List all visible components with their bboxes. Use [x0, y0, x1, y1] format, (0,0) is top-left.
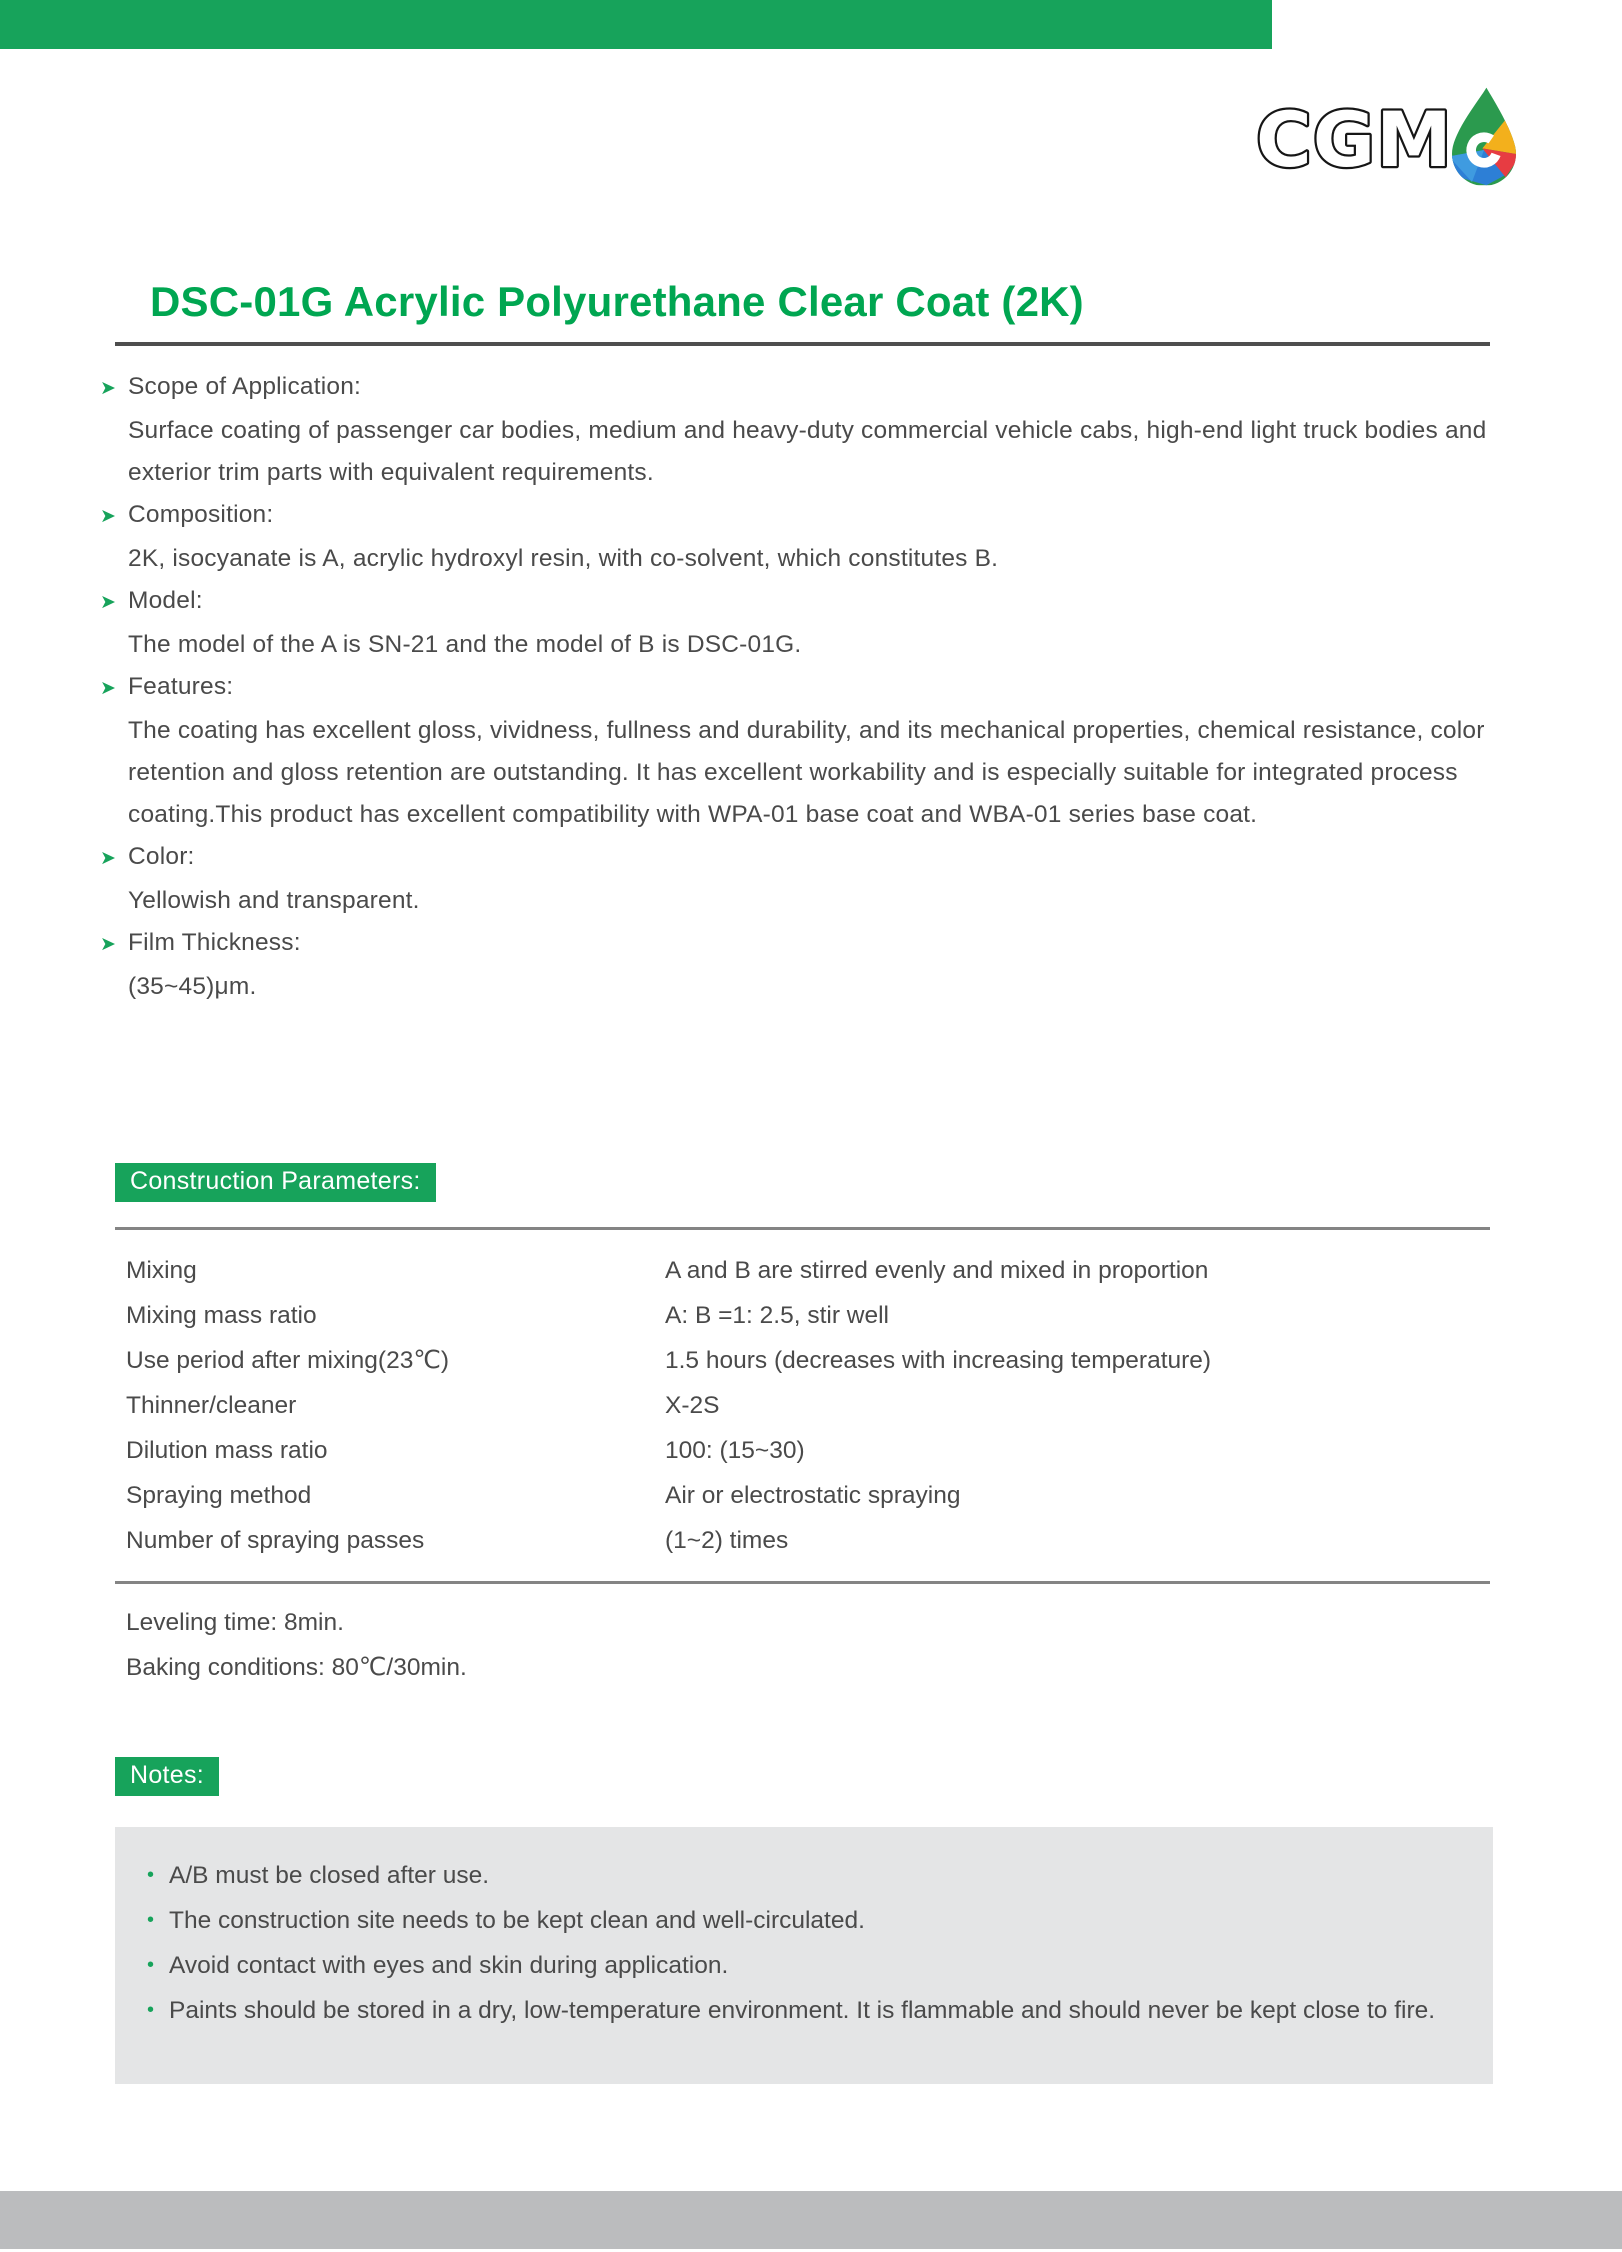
table-row [126, 1248, 1491, 1293]
table-row [126, 1293, 1491, 1338]
entry-label: Composition: [128, 501, 274, 528]
notes-box [115, 1827, 1493, 2084]
row-value: 1.5 hours (decreases with increasing temperature) [665, 1347, 1212, 1374]
entry-label: Features: [128, 673, 234, 700]
row-label: Mixing mass ratio [126, 1302, 317, 1329]
note-text: Avoid contact with eyes and skin during application. [169, 1952, 729, 1979]
entry-body: The model of the A is SN-21 and the model of B is DSC-01G. [128, 631, 802, 658]
construction-params-heading-badge: Construction Parameters: [115, 1163, 436, 1202]
title-divider [115, 342, 1490, 346]
baking-conditions-line: Baking conditions: 80℃/30min. [126, 1654, 467, 1681]
table-row [126, 1473, 1491, 1518]
note-bullet-icon: • [147, 1864, 155, 1886]
row-value: 100: (15~30) [665, 1437, 805, 1464]
entry-label: Color: [128, 843, 195, 870]
note-bullet-icon: • [147, 1954, 155, 1976]
entry-body: Surface coating of passenger car bodies, medium and heavy-duty commercial vehicle cabs, high-end light truck bodies and exterior trim parts with equivalent requirements. [128, 417, 1487, 486]
note-text: Paints should be stored in a dry, low-temperature environment. It is flammable and should never be kept close to fire. [169, 1997, 1436, 2024]
row-label: Use period after mixing(23℃) [126, 1347, 449, 1374]
row-label: Number of spraying passes [126, 1527, 425, 1554]
table-bottom-divider [115, 1581, 1490, 1584]
entry-composition [100, 494, 1498, 580]
header-band [0, 0, 1272, 49]
table-row [126, 1338, 1491, 1383]
table-row [126, 1518, 1491, 1563]
table-top-divider [115, 1227, 1490, 1230]
entry-label: Model: [128, 587, 203, 614]
arrow-bullet-icon: ➤ [100, 678, 117, 699]
company-name: Changzhou Wujin Chenguang Metal Coating Co., Ltd. [141, 135, 657, 158]
row-value: X-2S [665, 1392, 720, 1419]
doc-type-label: Instruction Manual [901, 131, 1139, 161]
entry-color [100, 836, 1498, 922]
arrow-bullet-icon: ➤ [100, 592, 117, 613]
entry-body: Yellowish and transparent. [128, 887, 420, 914]
arrow-bullet-icon: ➤ [100, 378, 117, 399]
arrow-bullet-icon: ➤ [100, 934, 117, 955]
footer-bar [0, 2191, 1622, 2249]
arrow-bullet-icon: ➤ [100, 506, 117, 527]
leveling-time-line: Leveling time: 8min. [126, 1609, 344, 1636]
cgm-logo [1254, 80, 1554, 188]
row-label: Spraying method [126, 1482, 312, 1509]
table-row [126, 1428, 1491, 1473]
row-label: Mixing [126, 1257, 197, 1284]
note-item [135, 1988, 1453, 2033]
entry-body: 2K, isocyanate is A, acrylic hydroxyl resin, with co-solvent, which constitutes B. [128, 545, 999, 572]
construction-params-table [126, 1248, 1491, 1563]
notes-heading-badge: Notes: [115, 1757, 219, 1796]
note-item [135, 1853, 1453, 1898]
table-row [126, 1383, 1491, 1428]
page-title: DSC-01G Acrylic Polyurethane Clear Coat (2K) [150, 278, 1084, 325]
row-value: (1~2) times [665, 1527, 789, 1554]
cgm-drop-icon [1440, 86, 1530, 185]
note-bullet-icon: • [147, 1999, 155, 2021]
note-item [135, 1943, 1453, 1988]
entry-label: Scope of Application: [128, 373, 362, 400]
entry-film-thickness [100, 922, 1498, 1008]
entry-scope [100, 366, 1498, 494]
row-value: A and B are stirred evenly and mixed in proportion [665, 1257, 1209, 1284]
row-value: A: B =1: 2.5, stir well [665, 1302, 889, 1329]
cgm-logo-letters: CGM [1256, 95, 1453, 184]
note-text: A/B must be closed after use. [169, 1862, 490, 1889]
content-section [100, 366, 1498, 1008]
entry-body: (35~45)μm. [128, 973, 257, 1000]
entry-label: Film Thickness: [128, 929, 301, 956]
entry-body: The coating has excellent gloss, vividness, fullness and durability, and its mechanical properties, chemical resistance, color retention and gloss retention are outstanding. It has excellent workability and is especially suitable for integrated process coating.This product has excellent compatibility with WPA-01 base coat and WBA-01 series base coat. [128, 717, 1485, 828]
row-value: Air or electrostatic spraying [665, 1482, 961, 1509]
row-label: Thinner/cleaner [126, 1392, 297, 1419]
entry-model [100, 580, 1498, 666]
process-conditions [126, 1600, 467, 1690]
note-item [135, 1898, 1453, 1943]
entry-features [100, 666, 1498, 836]
note-bullet-icon: • [147, 1909, 155, 1931]
row-label: Dilution mass ratio [126, 1437, 328, 1464]
note-text: The construction site needs to be kept clean and well-circulated. [169, 1907, 865, 1934]
arrow-bullet-icon: ➤ [100, 848, 117, 869]
